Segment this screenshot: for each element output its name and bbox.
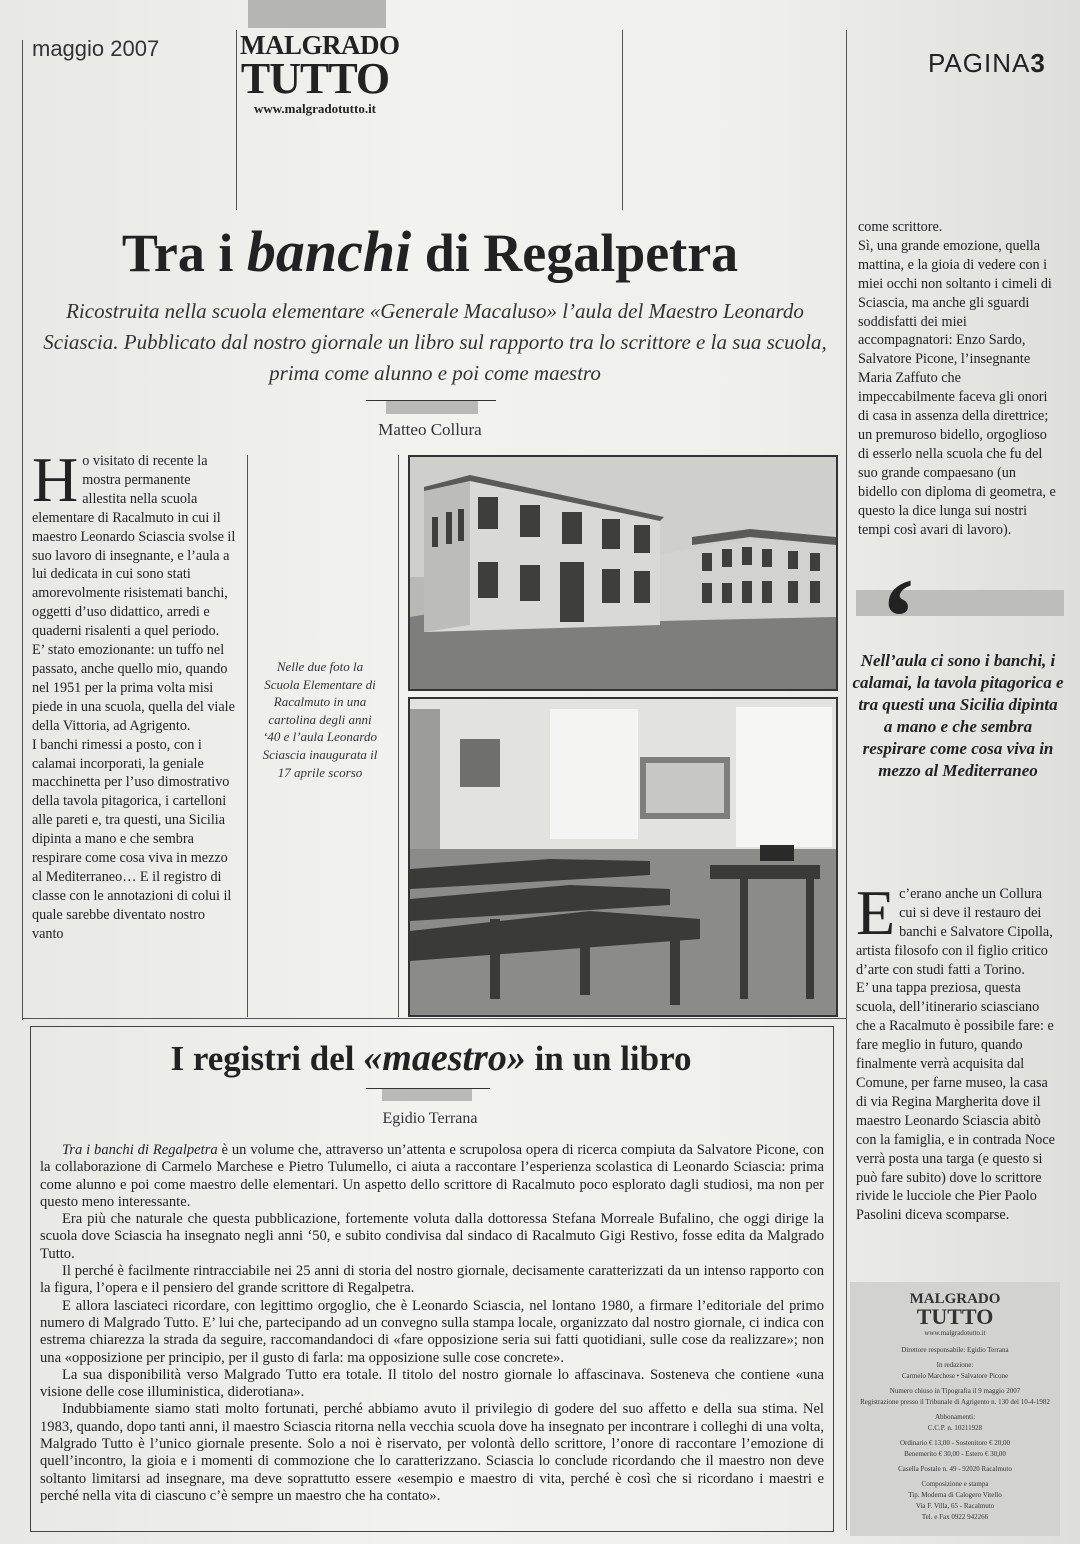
headline-part: di Regalpetra	[411, 223, 739, 283]
column-text: o visitato di recente la mostra permanente allestita nella scuola elementare di Racalmuto in cui il maestro Leonardo Sciascia svolse il suo lavoro di insegnante, e l’aula a lui dedicata in cui sono stati amorevolmente risistemati banchi, oggetti d’uso didattico, arredi e quaderni risalenti a quel periodo.	[32, 453, 236, 640]
colophon-content	[854, 1282, 1056, 1522]
paragraph-text: è un volume che, attraverso un’attenta e scrupolosa opera di ricerca compiuta da Salvatore Picone, con la collaborazione di Carmelo Marchese e Pietro Tulumello, ci aiuta a raccontare l’esperienza scolastica di Leonardo Sciascia: prima come alunno e poi come maestro delle elementari. Un aspetto dello scrittore di Racalmuto poco esplorato dagli studiosi, ma non per questo meno interessante.	[40, 1142, 824, 1210]
column-rule	[236, 30, 237, 210]
byline-rule	[366, 400, 496, 401]
drop-cap: H	[32, 444, 79, 515]
colophon-ccp: C.C.P. n. 10211928	[927, 1424, 983, 1432]
byline-author: Matteo Collura	[378, 420, 482, 439]
colophon-title2: TUTTO	[916, 1304, 994, 1329]
colophon-tipografia: Tip. Moderna di Calogero Vitello	[908, 1491, 1002, 1499]
masthead-line1: MALGRADO	[240, 30, 400, 60]
colophon-title1: MALGRADO	[909, 1291, 1001, 1307]
classroom-image	[410, 699, 836, 1015]
photo-caption: Nelle due foto la Scuola Elementare di Racalmuto in una cartolina degli anni ‘40 e l’aula Leonardo Sciascia inaugurata il 17 aprile scorso	[262, 659, 378, 780]
colophon-director: Direttore responsabile: Egidio Terrana	[901, 1346, 1009, 1354]
colophon-tel: Tel. e Fax 0922 942266	[921, 1513, 989, 1521]
book-title: Tra i banchi di Regalpetra	[62, 1142, 218, 1158]
paragraph: Il perché è facilmente rintracciabile nei 25 anni di storia del nostro giornale, decisamente caratterizzati da un intenso rapporto con la figura, l’opera e il pensiero del grande scrittore di Regalpetra.	[40, 1263, 824, 1297]
headline-part: Tra i	[121, 223, 247, 283]
colophon-indirizzo: Via F. Villa, 65 - Racalmuto	[915, 1502, 995, 1510]
headline-italic: «maestro»	[363, 1037, 526, 1079]
article-standfirst: Ricostruita nella scuola elementare «Generale Macaluso» l’aula del Maestro Leonardo Sciascia. Pubblicato dal nostro giornale un libro sul rapporto tra lo scrittore e la sua scuola, prima come alunno e poi come maestro	[43, 299, 827, 385]
headline-part: in un libro	[525, 1039, 692, 1078]
column-rule	[398, 455, 399, 1017]
column-rule	[846, 30, 847, 1530]
masthead	[240, 0, 400, 117]
article-column-3: come scrittore. Sì, una grande emozione, quella mattina, e la gioia di vedere con i miei occhi non soltanto i cimeli di Sciascia, ma anche gli sguardi soddisfatti dei miei accompagnatori: Enzo Sardo, Salvatore Picone, l’insegnante Maria Zaffuto che impeccabilmente faceva gli onori di casa in assenza della direttrice; un premuroso bidello, orgoglioso di esserlo nella scuola che fu del suo grande compaesano (un bidello con diploma di geometra, e questo la dice lunga sui nostri tempi così avari di lavoro).	[858, 219, 1056, 538]
paragraph: La sua disponibilità verso Malgrado Tutto era totale. Il titolo del nostro giornale lo affascinava. Sosteneva che contiene «una visione delle cose illuministica, diderotiana».	[40, 1366, 824, 1401]
page-number	[928, 48, 1046, 79]
colophon-casella: Casella Postale n. 49 - 92020 Racalmuto	[898, 1465, 1012, 1473]
column-text: c’erano anche un Collura cui si deve il restauro dei banchi e Salvatore Cipolla, artista filosofo con il figlio critico d’arte con studi fatti a Torino. E’ una tappa preziosa, questa scuola, dell’itinerario sciasciano che a Racalmuto è possibile fare: e fare meglio in futuro, quando finalmente verrà acquisita dal Comune, per farne museo, la casa di via Regina Margherita dove il maestro Leonardo Sciascia abitò con la famiglia, e in contrada Noce verrà posta una targa (e questo si può fare subito) dove lo scrittore rivide le lucciole che Pier Paolo Pasolini diceva scomparse.	[856, 885, 1055, 1224]
article2-headline	[30, 1036, 832, 1080]
colophon-redazione: Carmelo Marchese • Salvatore Picone	[901, 1372, 1009, 1380]
colophon-ordinario: Ordinario € 13,00 - Sostenitore € 20,00	[899, 1439, 1011, 1447]
byline-bar	[386, 400, 478, 414]
column-text: E’ stato emozionante: un tuffo nel passato, anche quello mio, quando nel 1951 per la prima volta misi piede in una scuola, quella del viale della Vittoria, ad Agrigento.	[32, 642, 235, 734]
column-rule	[247, 455, 248, 1017]
colophon-registrazione: Registrazione presso il Tribunale di Agrigento n. 130 del 10-4-1982	[860, 1398, 1050, 1406]
classroom-photo	[408, 697, 838, 1017]
colophon-redazione-label: In redazione:	[936, 1361, 974, 1369]
school-building-image	[410, 457, 836, 689]
masthead-bar	[248, 0, 386, 28]
paragraph: E allora lasciateci ricordare, con legittimo orgoglio, che è Leonardo Sciascia, nel lontano 1980, a firmare l’editoriale del primo numero di Malgrado Tutto. E’ lui che, partecipando ad un convegno sulla stampa locale, organizzato dal nostro giornale, ci indica con estrema chiarezza la strada da seguire, raccomandandoci di «fare opposizione seria sui fatti quotidiani, sulle cose da realizzare»; non una «opposizione per principio, per il gusto di farla: ma opposizione sulle cose concrete».	[40, 1297, 824, 1366]
column-text: I banchi rimessi a posto, con i calamai incorporati, la geniale macchinetta per l’uso dimostrativo della tavola pitagorica, i cartelloni alle pareti e, tra questi, una Sicilia dipinta a mano e che sembra respirare come cosa viva in mezzo al Mediterraneo… E il registro di classe con le annotazioni di colui il quale sarebbe diventato nostro vanto	[32, 736, 232, 942]
byline-bar	[382, 1089, 472, 1101]
pullquote: Nell’aula ci sono i banchi, i calamai, la tavola pitagorica e tra questi una Sicilia dipinta a mano e che sembra respirare come cosa viva in mezzo al Mediterraneo	[852, 651, 1064, 780]
drop-cap: E	[856, 876, 896, 948]
article-column-3-continued	[856, 866, 1056, 1225]
colophon-chiuso: Numero chiuso in Tipografia il 9 maggio 2007	[889, 1387, 1021, 1395]
quote-mark-icon: ‘	[880, 556, 917, 678]
colophon-benemerito: Benemerito € 30,00 - Estero € 30,00	[904, 1450, 1006, 1458]
article2-body	[40, 1142, 824, 1505]
page-digit: 3	[1030, 48, 1046, 78]
column-rule	[22, 40, 23, 1020]
section-rule	[22, 1018, 846, 1019]
article-headline	[30, 218, 830, 285]
masthead-url: www.malgradotutto.it	[253, 101, 377, 116]
article2-author: Egidio Terrana	[382, 1110, 478, 1127]
issue-date: maggio 2007	[32, 36, 160, 61]
paragraph: Indubbiamente siamo stati molto fortunati, perché abbiamo avuto il privilegio di godere del suo affetto e della sua stima. Nel 1983, quando, dopo tanti anni, il maestro Sciascia ritorna nella vecchia scuola dove ha insegnato per incontrare i colleghi di una volta, Malgrado Tutto è l’unico giornale presente. Solo a noi è riservato, per volontà dello scrittore, l’onore di raccontare l’emozione di quell’incontro, la gioia e i momenti di commozione che lo caratterizzano. Sciascia lo conclude ricordando che il maestro non deve soltanto limitarsi ad insegnare, ma deve soprattutto essere «esempio e maestro di vita, perché è così che si ricordano i maestri e perché nella vita di ciascuno c’è sempre un maestro che ha contato».	[40, 1401, 824, 1504]
masthead-line2: TUTTO	[240, 54, 390, 103]
school-building-photo	[408, 455, 838, 691]
colophon-stampa-label: Composizione e stampa	[921, 1480, 989, 1488]
page-label: PAGINA	[928, 48, 1031, 78]
column-rule	[622, 30, 623, 210]
paragraph	[40, 1142, 824, 1211]
colophon-box	[850, 1282, 1060, 1536]
colophon-abbonamenti-label: Abbonamenti:	[934, 1413, 976, 1421]
headline-italic: banchi	[246, 219, 412, 284]
colophon-url: www.malgradotutto.it	[924, 1329, 986, 1337]
headline-part: I registri del	[170, 1039, 364, 1078]
paragraph: Era più che naturale che questa pubblicazione, fortemente voluta dalla dottoressa Stefana Morreale Bufalino, che oggi dirige la scuola dove Sciascia ha insegnato negli anni ‘50, e subito condivisa dal sindaco di Racalmuto Gigi Restivo, fosse edita da Malgrado Tutto.	[40, 1211, 824, 1262]
article-column-1	[32, 444, 238, 944]
